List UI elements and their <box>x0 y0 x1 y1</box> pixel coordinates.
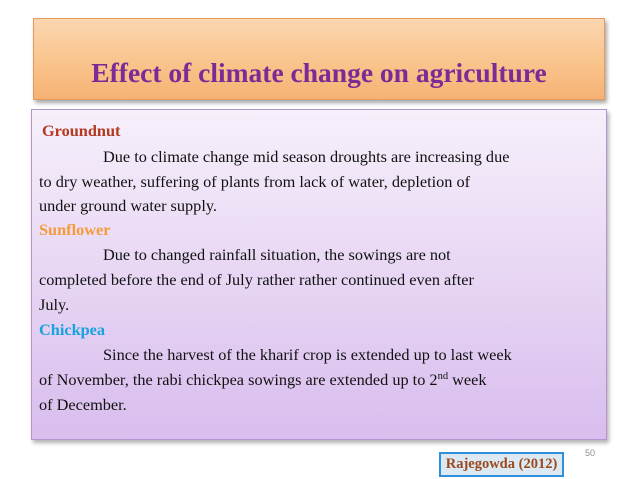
section-heading-chickpea: Chickpea <box>39 320 106 339</box>
chickpea-line-1: Since the harvest of the kharif crop is extended up to last week <box>103 345 512 364</box>
content-box <box>31 109 607 440</box>
slide-title: Effect of climate change on agriculture <box>91 57 547 88</box>
groundnut-line-1: Due to climate change mid season droughts are increasing due <box>103 147 510 166</box>
ordinal-superscript: nd <box>437 371 449 382</box>
chickpea-line-2 <box>39 370 486 390</box>
groundnut-line-2: to dry weather, suffering of plants from lack of water, depletion of <box>39 172 471 191</box>
sunflower-line-2: completed before the end of July rather rather continued even after <box>39 270 474 289</box>
title-box <box>33 18 605 100</box>
section-heading-sunflower: Sunflower <box>39 220 111 239</box>
chickpea-line-2-text: of November, the rabi chickpea sowings are extended up to 2 <box>39 370 438 389</box>
sunflower-line-1: Due to changed rainfall situation, the sowings are not <box>103 245 451 264</box>
citation-box: Rajegowda (2012) <box>439 452 564 477</box>
groundnut-line-3: under ground water supply. <box>39 196 217 215</box>
page-number: 50 <box>585 448 596 458</box>
chickpea-line-3: of December. <box>39 395 127 414</box>
chickpea-line-2-tail: week <box>448 370 487 389</box>
section-heading-groundnut: Groundnut <box>42 121 121 140</box>
sunflower-line-3: July. <box>39 295 70 314</box>
